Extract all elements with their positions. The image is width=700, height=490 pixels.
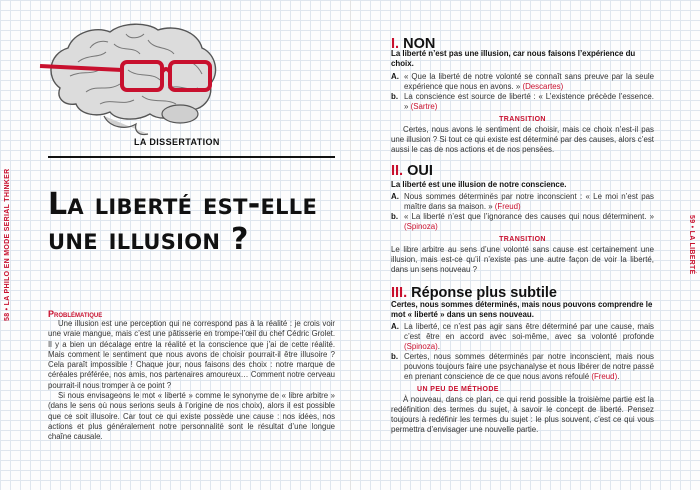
item-letter: A. bbox=[391, 322, 399, 331]
part-3-item-a bbox=[391, 322, 654, 352]
method-label: UN PEU DE MÉTHODE bbox=[417, 386, 499, 393]
part-2-number: II. bbox=[391, 163, 404, 179]
item-suffix: . bbox=[437, 342, 440, 351]
part-1-item-a bbox=[391, 72, 654, 92]
item-letter: b. bbox=[391, 92, 399, 101]
author-reference: (Spinoza) bbox=[404, 222, 438, 231]
part-3-body bbox=[391, 300, 654, 435]
part-3-item-b bbox=[391, 352, 654, 382]
part-2-item-b bbox=[391, 212, 654, 232]
section-header: LA DISSERTATION bbox=[134, 137, 220, 147]
part-1-title: NON bbox=[403, 36, 436, 52]
author-reference: (Freud) bbox=[591, 372, 618, 381]
item-text: La liberté, ce n’est pas agir sans être déterminé par une cause, mais c’est être en accord avec soi-même, avec sa volonté profonde bbox=[404, 322, 654, 341]
part-1-number: I. bbox=[391, 36, 400, 52]
part-3-title: Réponse plus subtile bbox=[411, 285, 557, 301]
method-text: À nouveau, dans ce plan, ce qui rend possible la troisième partie est la redéfinition des termes du sujet, à savoir le concept de liberté. Pensez toujours à redéfinir les termes du sujet : le plus souvent, c’est ce qui vous permettra d’envisager une nouvelle partie. bbox=[391, 395, 654, 434]
item-letter: A. bbox=[391, 192, 399, 201]
part-1-thesis: La liberté n’est pas une illusion, car nous faisons l’expérience du choix. bbox=[391, 49, 636, 68]
part-3-thesis: Certes, nous sommes déterminés, mais nous pouvons comprendre le mot « liberté » dans un sens nouveau. bbox=[391, 300, 653, 319]
part-2-thesis: La liberté est une illusion de notre conscience. bbox=[391, 180, 567, 189]
item-text: « La liberté n’est que l’ignorance des causes qui nous déterminent. » bbox=[404, 212, 654, 221]
item-letter: b. bbox=[391, 352, 399, 361]
author-reference: (Descartes) bbox=[522, 82, 564, 91]
author-reference: (Sartre) bbox=[410, 102, 438, 111]
item-text: Nous sommes déterminés par notre inconscient : « Le moi n’est pas maître dans sa maison. » bbox=[404, 192, 654, 211]
transition-text: Le libre arbitre au sens d’une volonté sans cause est certainement une illusion, mais est-ce qu’il n’existe pas une autre façon de voir la liberté, dans un sens nouveau ? bbox=[391, 245, 654, 274]
intro-paragraph-1: Une illusion est une perception qui ne correspond pas à la réalité : je crois voir une vraie mangue, mais c’est une pâtisserie en trompe-l’œil du chef Cédric Grolet. Il y a bien un décalage entre la réalité et la conscience que j’ai de cette réalité. Mais comment le sentiment que nous avons de choisir pourrait-il être illusoire ? Cela paraît impossible ! Chaque jour, nous faisons des choix : notre marque de céréales préférée, nos amis, nos partenaires amoureux… Comment notre cerveau pourrait-il nous tromper à ce point ? bbox=[48, 319, 335, 390]
right-margin-label: 59 • LA LIBERTÉ bbox=[688, 215, 695, 275]
part-2-body bbox=[391, 180, 654, 275]
item-letter: A. bbox=[391, 72, 399, 81]
part-2-heading bbox=[391, 163, 433, 179]
item-text: « Que la liberté de notre volonté se connaît sans preuve par la seule expérience que nous en avons. » bbox=[404, 72, 654, 91]
item-suffix: . bbox=[617, 372, 620, 381]
item-text: La conscience est source de liberté : « L’existence précède l’essence. » bbox=[404, 92, 654, 111]
part-1-body bbox=[391, 49, 654, 155]
brain-with-glasses-icon bbox=[30, 18, 230, 136]
problematique-label: Problématique bbox=[48, 309, 103, 319]
transition-label: TRANSITION bbox=[499, 116, 546, 123]
author-reference: (Spinoza) bbox=[404, 342, 438, 351]
problematique-body bbox=[48, 319, 335, 443]
spread-gutter bbox=[350, 0, 351, 490]
part-1-item-b bbox=[391, 92, 654, 112]
part-3-number: III. bbox=[391, 285, 408, 301]
transition-label: TRANSITION bbox=[499, 236, 546, 243]
left-margin-label: 58 • LA PHILO EN MODE SERIAL THINKER bbox=[4, 168, 11, 322]
author-reference: (Freud) bbox=[494, 202, 521, 211]
part-3-heading bbox=[391, 285, 557, 301]
section-divider bbox=[48, 156, 335, 158]
part-2-item-a bbox=[391, 192, 654, 212]
page-title: La liberté est-elle une illusion ? bbox=[48, 187, 318, 257]
intro-paragraph-2: Si nous envisageons le mot « liberté » comme le synonyme de « libre arbitre » (dans le sens où nous serions seuls à l’origine de nos choix), alors il est possible que ce soit illusoire. Car tout ce qui existe possède une cause : nos idées, nos actions et plus généralement notre personnalité sont le résultat d’une longue chaîne causale. bbox=[48, 391, 335, 442]
transition-text: Certes, nous avons le sentiment de choisir, mais ce choix n’est-il pas une illusion ? Si tout ce qui existe est déterminé par des causes, alors c’est aussi le cas de nos actions et de nos pensées. bbox=[391, 125, 654, 154]
item-letter: b. bbox=[391, 212, 399, 221]
item-text: Certes, nous sommes déterminés par notre inconscient, mais nous pouvons toujours faire une psychanalyse et nous libérer de notre passé en prenant conscience de ce que nous avons refoulé bbox=[404, 352, 654, 381]
part-2-title: OUI bbox=[407, 163, 433, 179]
